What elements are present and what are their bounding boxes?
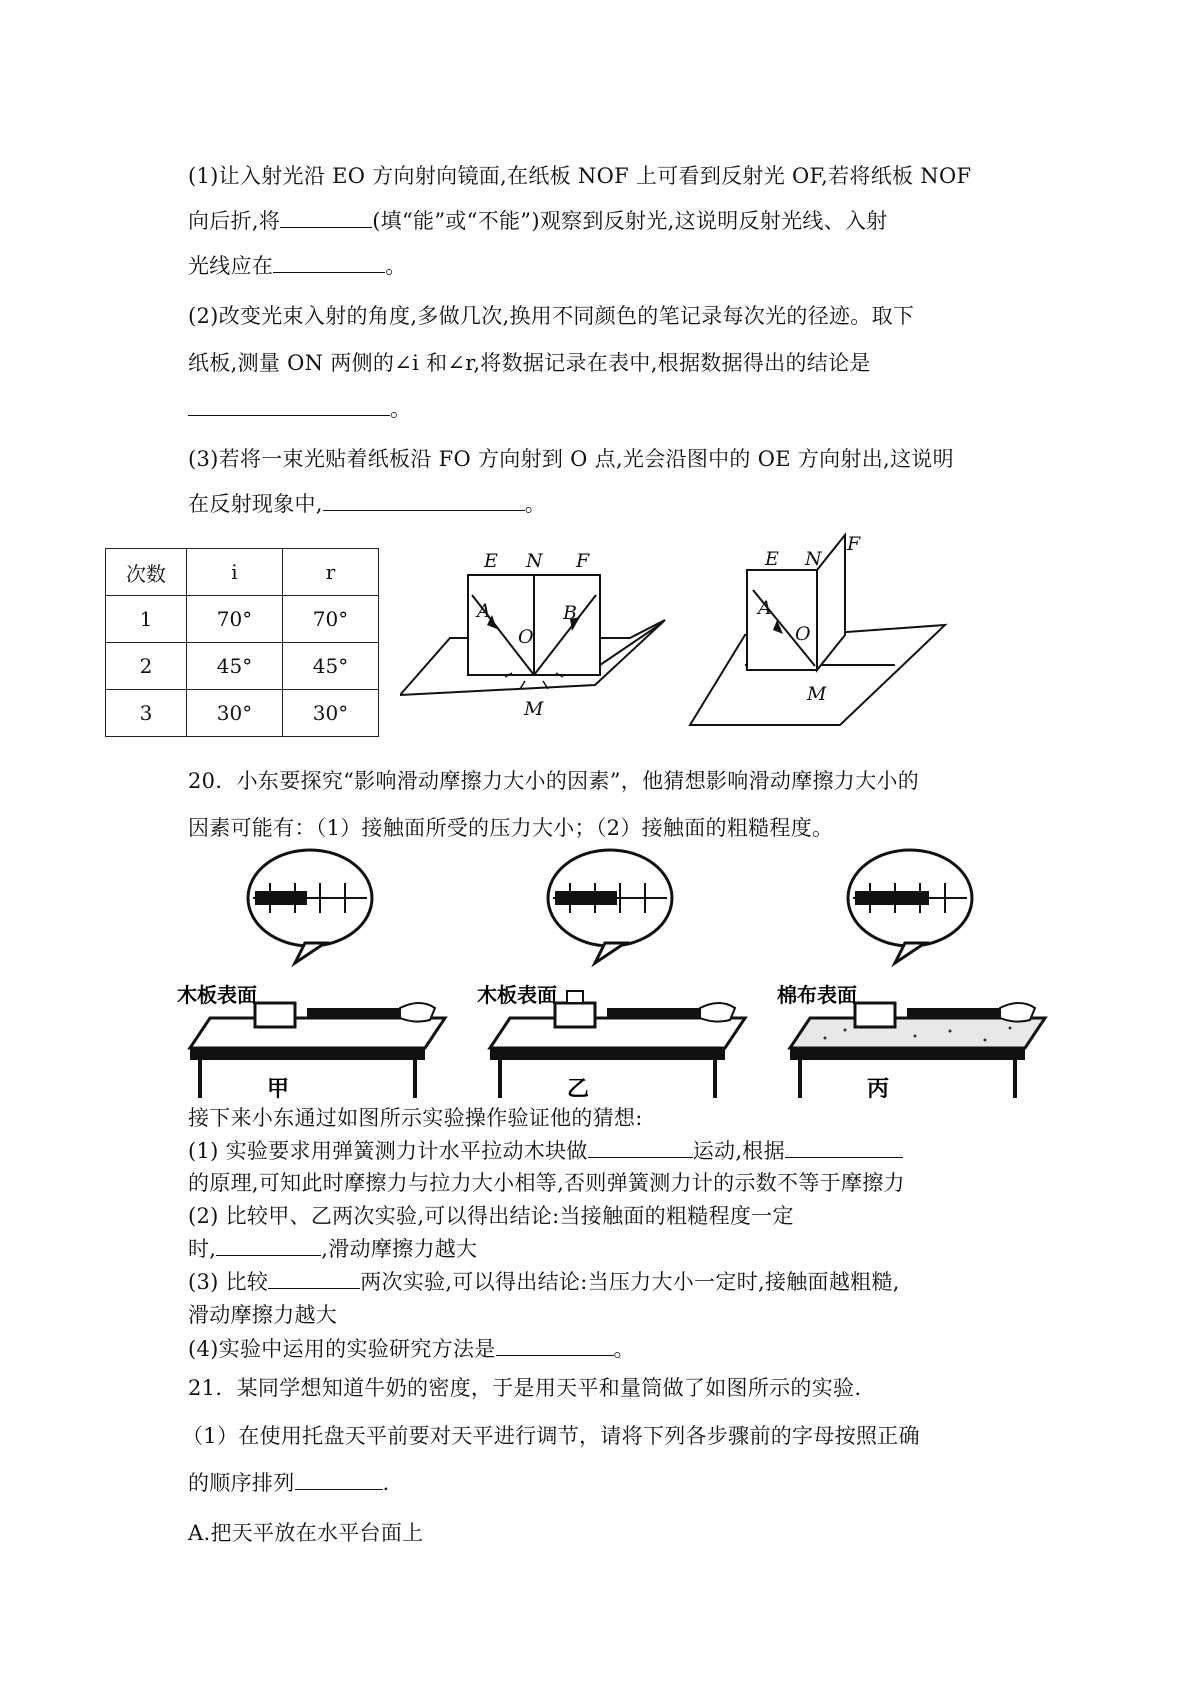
answer-blank[interactable]: [295, 1467, 383, 1490]
text: 。: [390, 397, 412, 422]
answer-blank[interactable]: [280, 205, 372, 228]
table-top: [190, 1018, 445, 1048]
q20-part3-line2: 滑动摩擦力越大: [188, 1303, 338, 1327]
dial-pointer: [855, 891, 929, 905]
hand: [400, 1003, 435, 1022]
table-cell: 1: [106, 596, 187, 643]
text: (1) 实验要求用弹簧测力计水平拉动木块做: [188, 1139, 588, 1164]
text: 。: [613, 1337, 635, 1362]
table-cell: 3: [106, 690, 187, 737]
label-B: B: [563, 602, 577, 624]
q20-part2-line2: [188, 1233, 477, 1263]
table-cell: 30°: [283, 690, 379, 737]
cloth-dot: [984, 1039, 987, 1042]
text: 两次实验,可以得出结论:当压力大小一定时,接触面越粗糙,: [360, 1270, 900, 1295]
table-header-row: [106, 549, 379, 596]
label-O: O: [795, 623, 811, 645]
label-M: M: [524, 698, 544, 720]
label-N: N: [526, 550, 543, 572]
text: 时,: [188, 1237, 217, 1262]
label-A: A: [758, 597, 772, 619]
text: 。: [385, 254, 407, 279]
label-O: O: [518, 626, 534, 648]
mirror-reflection-figure-2: [685, 530, 950, 730]
cloth-dot: [1009, 1027, 1012, 1030]
text: 运动,根据: [692, 1139, 785, 1164]
text: .: [382, 1471, 390, 1496]
q21-option-A: A.把天平放在水平台面上: [188, 1521, 424, 1545]
q20-line1: 20．小东要探究“影响滑动摩擦力大小的因素”，他猜想影响滑动摩擦力大小的: [188, 769, 919, 793]
q20-part1-line1: [188, 1135, 903, 1165]
table-edge: [190, 1048, 425, 1060]
q20-part1-line2: 的原理,可知此时摩擦力与拉力大小相等,否则弹簧测力计的示数不等于摩擦力: [188, 1171, 905, 1195]
q20-line2: 因素可能有：（1）接触面所受的压力大小；（2）接触面的粗糙程度。: [188, 816, 834, 840]
q19-part2-line1: (2)改变光束入射的角度,多做几次,换用不同颜色的笔记录每次光的径迹。取下: [188, 304, 915, 328]
dial-pointer: [255, 891, 307, 905]
angle-data-table: [105, 548, 379, 737]
q19-part2-line2: 纸板,测量 ON 两侧的∠i 和∠r,将数据记录在表中,根据数据得出的结论是: [188, 351, 871, 375]
q19-part2-line3: [188, 393, 411, 423]
surface-label: 木板表面: [177, 983, 257, 1007]
q19-part3-line2: [188, 488, 546, 518]
q19-part1-line1: (1)让入射光沿 EO 方向射向镜面,在纸板 NOF 上可看到反射光 OF,若将纸板 NOF: [188, 164, 972, 188]
friction-panel-jia: [177, 850, 445, 1102]
text: 光线应在: [188, 254, 274, 279]
spring-scale: [307, 1008, 402, 1018]
panel-label-yi: 乙: [567, 1077, 590, 1102]
cloth-dot: [824, 1037, 827, 1040]
q21-part1-line1: （1）在使用托盘天平前要对天平进行调节，请将下列各步骤前的字母按照正确: [182, 1424, 920, 1448]
table-top: [790, 1018, 1045, 1048]
q19-part3-line1: (3)若将一束光贴着纸板沿 FO 方向射到 O 点,光会沿图中的 OE 方向射出,这说明: [188, 447, 954, 471]
hand: [1000, 1003, 1035, 1022]
table-cell: 70°: [283, 596, 379, 643]
q19-part1-line3: [188, 250, 407, 280]
base-line: [600, 623, 662, 665]
q20-intro-line3: 接下来小东通过如图所示实验操作验证他的猜想:: [188, 1106, 643, 1130]
table-cell: 70°: [187, 596, 283, 643]
table-header-cell: r: [283, 549, 379, 596]
table-edge: [490, 1048, 725, 1060]
label-M: M: [807, 683, 827, 705]
panel-label-jia: 甲: [267, 1077, 290, 1102]
answer-blank[interactable]: [268, 1266, 360, 1289]
friction-panel-yi: [477, 850, 745, 1102]
label-E: E: [484, 550, 498, 572]
table-row: [106, 596, 379, 643]
q21-part1-line2: [188, 1467, 389, 1497]
label-F: F: [576, 550, 590, 572]
answer-blank[interactable]: [188, 393, 390, 416]
q20-part3-line1: [188, 1266, 900, 1296]
q20-part2-line1: (2) 比较甲、乙两次实验,可以得出结论:当接触面的粗糙程度一定: [188, 1204, 794, 1228]
answer-blank[interactable]: [216, 1233, 321, 1256]
q19-part1-line2: [188, 205, 888, 235]
table-cell: 30°: [187, 690, 283, 737]
table-header-cell: 次数: [106, 549, 187, 596]
label-N: N: [805, 548, 822, 570]
table-row: [106, 690, 379, 737]
text: 的顺序排列: [188, 1471, 295, 1496]
text: 。: [524, 492, 547, 517]
text: (3) 比较: [188, 1270, 269, 1295]
spring-scale: [607, 1008, 702, 1018]
table-header-cell: i: [187, 549, 283, 596]
weight: [567, 991, 583, 1003]
q21-line1: 21．某同学想知道牛奶的密度，于是用天平和量筒做了如图所示的实验.: [188, 1376, 862, 1400]
spring-scale: [907, 1008, 1002, 1018]
cloth-dot: [914, 1035, 917, 1038]
text: 向后折,将: [188, 209, 281, 234]
table-cell: 45°: [283, 643, 379, 690]
panel-label-bing: 丙: [867, 1077, 890, 1102]
label-E: E: [765, 548, 779, 570]
table-top: [490, 1018, 745, 1048]
text: (填“能”或“不能”)观察到反射光,这说明反射光线、入射: [372, 209, 888, 234]
answer-blank[interactable]: [785, 1135, 903, 1158]
table-cell: 2: [106, 643, 187, 690]
answer-blank[interactable]: [496, 1333, 614, 1356]
answer-blank[interactable]: [588, 1135, 693, 1158]
cloth-dot: [844, 1029, 847, 1032]
table-row: [106, 643, 379, 690]
text: ,滑动摩擦力越大: [321, 1237, 478, 1262]
wood-block: [555, 1003, 595, 1027]
table-edge: [790, 1048, 1025, 1060]
q20-part4: [188, 1333, 635, 1363]
friction-panel-bing: [777, 850, 1045, 1102]
surface-label: 木板表面: [477, 983, 557, 1007]
table-cell: 45°: [187, 643, 283, 690]
friction-experiment-figure: [175, 848, 1095, 1108]
wood-block: [255, 1003, 295, 1027]
answer-blank[interactable]: [273, 250, 385, 273]
surface-label: 棉布表面: [777, 983, 857, 1007]
wood-block: [855, 1003, 895, 1027]
label-F: F: [847, 533, 861, 555]
label-A: A: [477, 600, 491, 622]
answer-blank[interactable]: [323, 488, 525, 511]
dial-pointer: [555, 891, 617, 905]
text: (4)实验中运用的实验研究方法是: [188, 1337, 496, 1362]
mirror-reflection-figure-1: [400, 545, 675, 720]
cloth-dot: [949, 1030, 952, 1033]
hand: [700, 1003, 735, 1022]
text: 在反射现象中,: [188, 492, 323, 517]
